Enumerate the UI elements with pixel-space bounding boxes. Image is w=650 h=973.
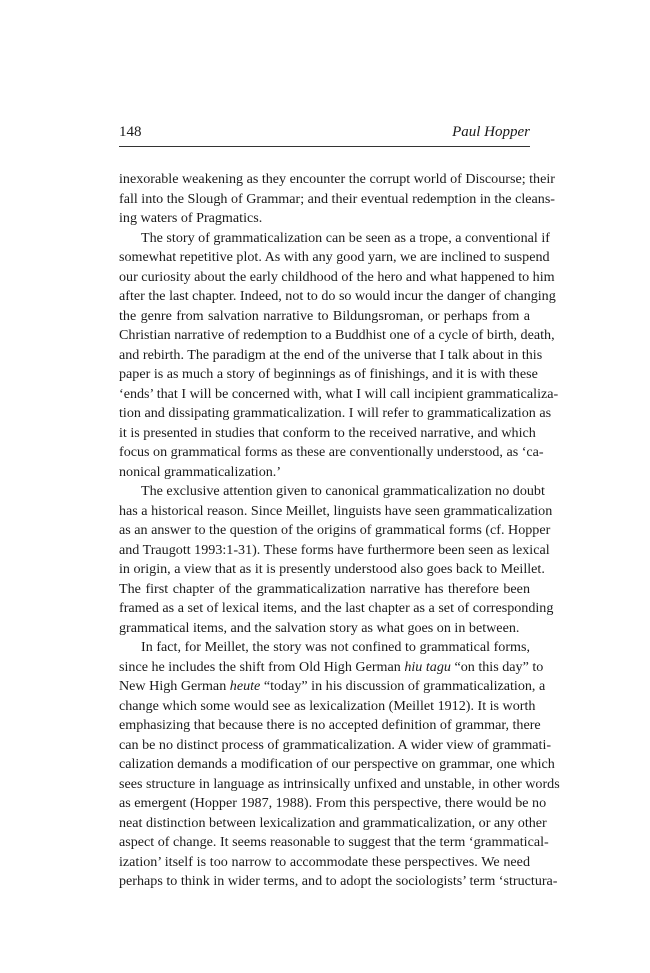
text-line: The exclusive attention given to canonical grammaticalization no doubt [141,483,545,499]
text-line: it is presented in studies that conform to the received narrative, and which [119,424,536,441]
text-line: grammatical items, and the salvation story as what goes on in between. [119,619,520,636]
text-line: change which some would see as lexicalization (Meillet 1912). It is worth [119,697,536,714]
text-line: as emergent (Hopper 1987, 1988). From this perspective, there would be no [119,795,547,811]
page-number: 148 [119,124,142,140]
text-line: somewhat repetitive plot. As with any good yarn, we are inclined to suspend [119,249,550,265]
text-line [119,658,544,678]
text-line: the genre from salvation narrative to Bildungsroman, or perhaps from a [119,307,530,324]
text-line: inexorable weakening as they encounter the corrupt world of Discourse; their [119,171,555,187]
text-line: perhaps to think in wider terms, and to adopt the sociologists’ term ‘structura- [119,873,558,889]
text-segment: “today” in his discussion of grammaticalization, a [260,678,546,694]
text-line: in origin, a view that as it is presently understood also goes back to Meillet. [119,561,545,577]
text-line: our curiosity about the early childhood of the hero and what happened to him [119,268,555,285]
text-line: nonical grammaticalization.’ [119,463,282,480]
paragraph [119,638,560,892]
text-line: Christian narrative of redemption to a Buddhist one of a cycle of birth, death, [119,327,555,343]
text-line: after the last chapter. Indeed, not to do so would incur the danger of changing [119,288,556,304]
paragraph [119,170,555,229]
text-line: sees structure in language as intrinsically unfixed and unstable, in other words [119,775,560,792]
text-line: The first chapter of the grammaticalization narrative has therefore been [119,580,530,597]
italic-term: hiu tagu [404,658,451,675]
text-segment: New High German [119,678,230,694]
text-line: fall into the Slough of Grammar; and their eventual redemption in the cleans- [119,190,555,207]
running-head [119,124,530,147]
text-line: ization’ itself is too narrow to accommodate these perspectives. We need [119,853,530,870]
running-head-author: Paul Hopper [452,124,530,140]
text-line: paper is as much a story of beginnings as of finishings, and it is with these [119,366,538,382]
text-line: focus on grammatical forms as these are conventionally understood, as ‘ca- [119,444,544,460]
text-line: emphasizing that because there is no accepted definition of grammar, there [119,717,541,733]
paragraph [119,482,554,638]
text-line: ing waters of Pragmatics. [119,210,263,226]
text-segment: since he includes the shift from Old High German [119,658,405,675]
paragraph [119,229,559,483]
text-line: The story of grammaticalization can be seen as a trope, a conventional if [141,229,550,246]
text-line: neat distinction between lexicalization and grammaticalization, or any other [119,814,547,831]
text-line: ‘ends’ that I will be concerned with, what I will call incipient grammaticaliza- [119,385,559,402]
text-line [119,677,546,697]
text-line: and rebirth. The paradigm at the end of the universe that I talk about in this [119,346,543,363]
body-text [119,170,560,892]
text-line: calization demands a modification of our perspective on grammar, one which [119,756,555,772]
italic-term: heute [229,678,261,694]
text-line: tion and dissipating grammaticalization. I will refer to grammaticalization as [119,405,552,421]
text-line: aspect of change. It seems reasonable to suggest that the term ‘grammatical- [119,834,549,850]
text-line: framed as a set of lexical items, and the last chapter as a set of corresponding [119,600,554,616]
text-line: has a historical reason. Since Meillet, linguists have seen grammaticalization [119,502,553,519]
text-line: can be no distinct process of grammaticalization. A wider view of grammati- [119,736,552,753]
text-line: In fact, for Meillet, the story was not confined to grammatical forms, [141,639,530,655]
text-line: and Traugott 1993:1-31). These forms have furthermore been seen as lexical [119,541,550,558]
text-segment: “on this day” to [450,658,544,675]
text-line: as an answer to the question of the origins of grammatical forms (cf. Hopper [119,522,551,538]
